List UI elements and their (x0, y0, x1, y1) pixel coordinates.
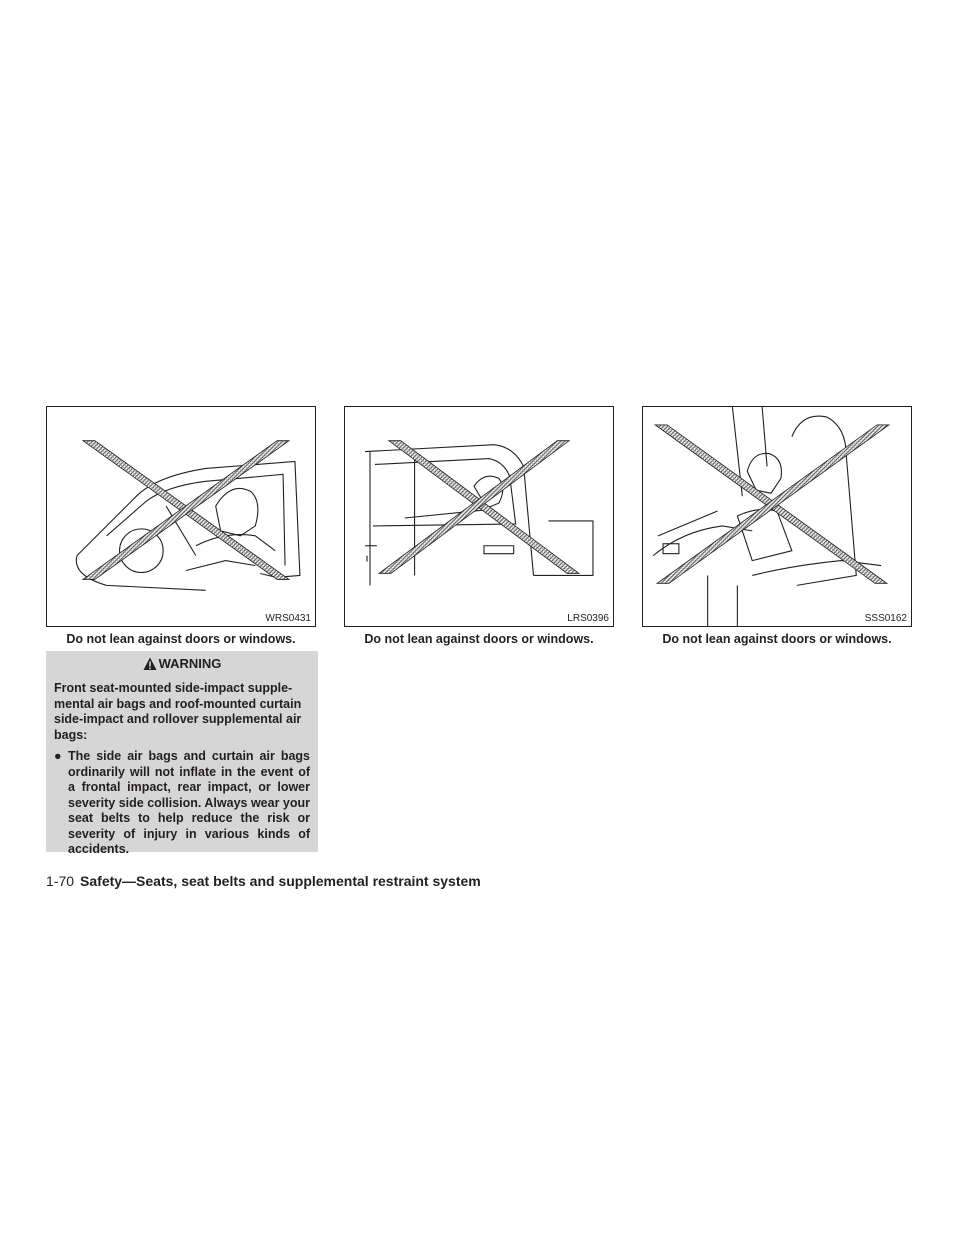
figure-2 (344, 406, 614, 627)
figure-code: LRS0396 (567, 613, 609, 624)
figure-caption: Do not lean against doors or windows. (364, 632, 594, 646)
figure-1 (46, 406, 316, 627)
warning-title (54, 651, 310, 673)
warning-title-text: WARNING (158, 656, 222, 671)
figure-3 (642, 406, 912, 627)
warning-box (46, 651, 318, 856)
illustration-rear-passenger-leaning (643, 407, 911, 626)
illustration-passenger-arm-out-window (345, 407, 613, 626)
figure-caption: Do not lean against doors or windows. (662, 632, 892, 646)
bullet-mark: ● (54, 749, 62, 763)
warning-intro: Front seat-mounted side-impact supple-mental air bags and roof-mounted curtain side-impact and rollover supplemental air bags: (54, 681, 302, 742)
page-number: 1-70 (46, 873, 75, 889)
bullet-text: The side air bags and curtain air bags ordinarily will not inflate in the event of a frontal impact, rear impact, or lower severity side collision. Always wear your seat belts to help reduce the risk or severity of injury in various kinds of accidents. (68, 749, 311, 856)
figure-caption: Do not lean against doors or windows. (66, 632, 296, 646)
section-title: Safety—Seats, seat belts and supplemental restraint system (80, 873, 481, 889)
page-footer (46, 872, 481, 890)
figure-code: SSS0162 (864, 613, 907, 624)
warning-bullet (54, 749, 310, 858)
illustration-driver-leaning-on-door (47, 407, 315, 626)
warning-triangle-icon (143, 657, 157, 671)
figure-code: WRS0431 (265, 613, 311, 624)
